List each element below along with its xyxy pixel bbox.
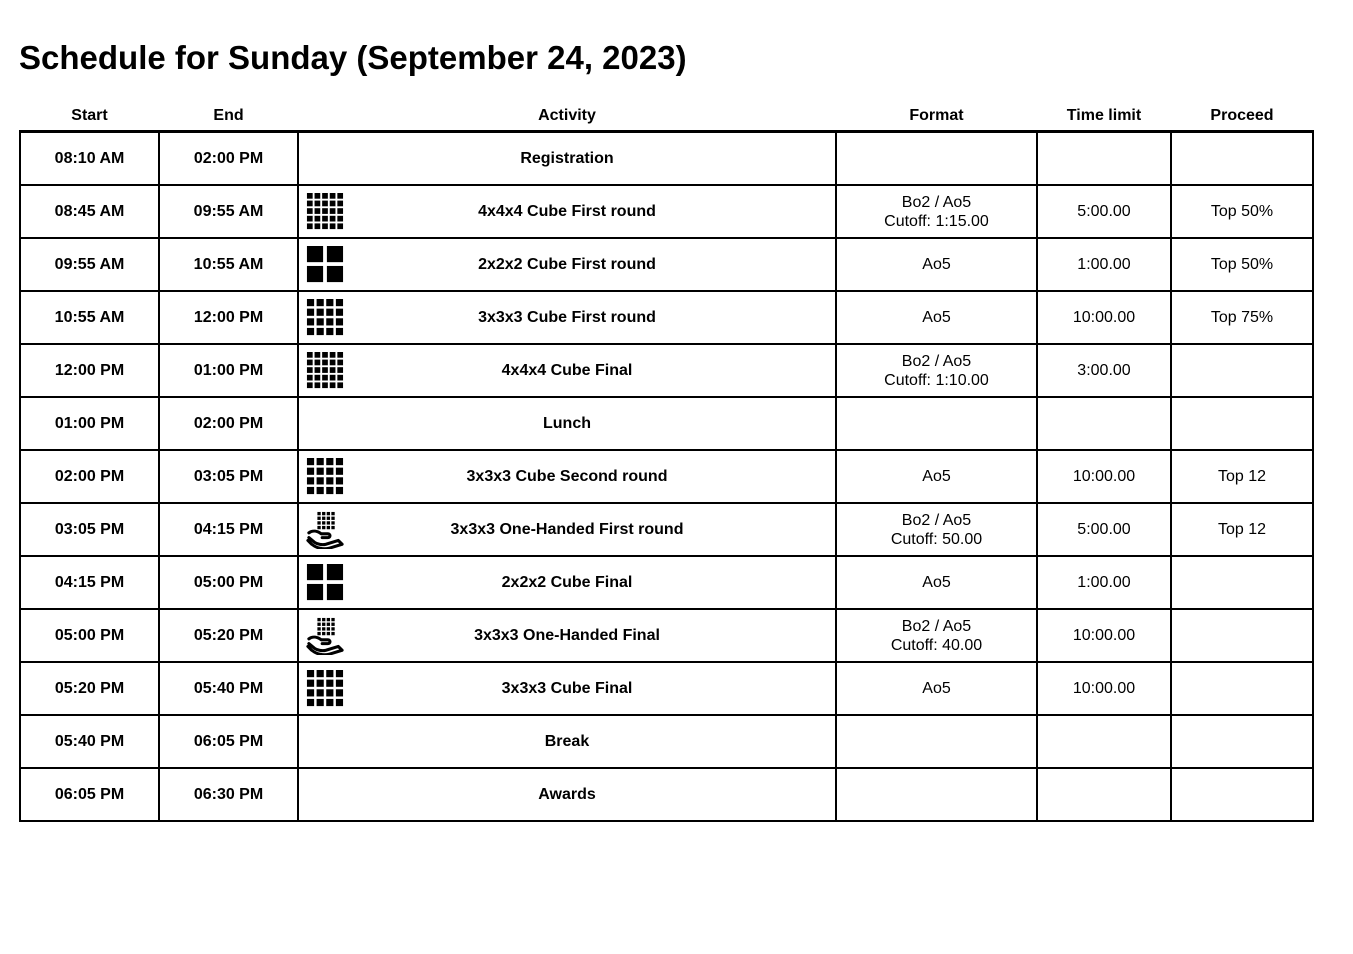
table-row [20, 609, 1313, 662]
start-time-cell [20, 238, 159, 291]
proceed-text: Top 75% [1210, 309, 1274, 326]
format-text: Bo2 / Ao5 [901, 511, 972, 529]
format-text: Ao5 [922, 256, 951, 273]
start-time: 09:55 AM [54, 255, 125, 273]
end-time: 09:55 AM [193, 202, 264, 220]
start-time-cell [20, 450, 159, 503]
time-limit-cell [1037, 291, 1171, 344]
end-time-cell [159, 503, 298, 556]
format-text: Bo2 / Ao5 [901, 617, 972, 635]
end-time-cell [159, 238, 298, 291]
time-limit-cell [1037, 662, 1171, 715]
activity-name: Registration [520, 149, 614, 167]
cutoff-text: Cutoff: 40.00 [890, 636, 983, 654]
activity-cell [298, 715, 836, 768]
table-row [20, 768, 1313, 821]
start-time-cell [20, 344, 159, 397]
end-time-cell [159, 450, 298, 503]
table-row [20, 556, 1313, 609]
time-limit-cell [1037, 132, 1171, 186]
format-cell [836, 503, 1037, 556]
activity-cell [298, 450, 836, 503]
time-limit-text: 10:00.00 [1072, 309, 1136, 326]
column-header-activity: Activity [298, 101, 836, 132]
start-time-cell [20, 768, 159, 821]
time-limit-cell [1037, 503, 1171, 556]
start-time-cell [20, 662, 159, 715]
end-time: 12:00 PM [193, 308, 264, 326]
end-time-cell [159, 185, 298, 238]
proceed-cell [1171, 662, 1313, 715]
table-row [20, 450, 1313, 503]
format-text: Ao5 [922, 680, 951, 697]
activity-cell [298, 609, 836, 662]
activity-cell [298, 291, 836, 344]
end-time-cell [159, 397, 298, 450]
time-limit-text: 1:00.00 [1077, 256, 1131, 273]
end-time-cell [159, 768, 298, 821]
3x3x3-cube-icon [306, 299, 344, 337]
activity-cell [298, 344, 836, 397]
activity-cell [298, 397, 836, 450]
activity-name: 2x2x2 Cube Final [501, 573, 633, 591]
activity-name: Break [544, 732, 590, 750]
time-limit-text: 1:00.00 [1077, 574, 1131, 591]
table-row [20, 132, 1313, 186]
format-cell [836, 291, 1037, 344]
column-header-proceed: Proceed [1171, 101, 1313, 132]
start-time-cell [20, 715, 159, 768]
proceed-text: Top 50% [1210, 256, 1274, 273]
format-cell [836, 556, 1037, 609]
end-time: 02:00 PM [193, 149, 264, 167]
activity-name: 2x2x2 Cube First round [478, 255, 656, 273]
end-time-cell [159, 715, 298, 768]
column-header-end: End [159, 101, 298, 132]
proceed-cell [1171, 291, 1313, 344]
format-cell [836, 715, 1037, 768]
activity-name: 3x3x3 Cube Second round [466, 467, 668, 485]
column-header-start: Start [20, 101, 159, 132]
start-time: 02:00 PM [54, 467, 125, 485]
activity-name: 3x3x3 One-Handed First round [450, 520, 684, 538]
start-time-cell [20, 556, 159, 609]
end-time: 04:15 PM [193, 520, 264, 538]
table-row [20, 185, 1313, 238]
start-time: 03:05 PM [54, 520, 125, 538]
proceed-text: Top 50% [1210, 203, 1274, 220]
proceed-cell [1171, 768, 1313, 821]
start-time: 12:00 PM [54, 361, 125, 379]
proceed-text: Top 12 [1217, 468, 1267, 485]
format-cell [836, 397, 1037, 450]
end-time: 05:20 PM [193, 626, 264, 644]
end-time-cell [159, 132, 298, 186]
start-time-cell [20, 397, 159, 450]
proceed-cell [1171, 503, 1313, 556]
4x4x4-cube-icon [306, 193, 344, 231]
activity-cell [298, 132, 836, 186]
format-cell [836, 609, 1037, 662]
activity-cell [298, 662, 836, 715]
proceed-cell [1171, 556, 1313, 609]
activity-name: Lunch [543, 414, 591, 432]
end-time: 10:55 AM [193, 255, 264, 273]
activity-cell [298, 185, 836, 238]
start-time: 05:20 PM [54, 679, 125, 697]
time-limit-text: 10:00.00 [1072, 627, 1136, 644]
start-time: 01:00 PM [54, 414, 125, 432]
schedule-body [20, 132, 1313, 822]
format-cell [836, 238, 1037, 291]
format-text: Bo2 / Ao5 [901, 193, 972, 211]
table-row [20, 662, 1313, 715]
time-limit-cell [1037, 450, 1171, 503]
activity-name: 3x3x3 Cube Final [501, 679, 633, 697]
end-time-cell [159, 662, 298, 715]
activity-cell [298, 768, 836, 821]
header-row [20, 101, 1313, 132]
format-cell [836, 185, 1037, 238]
end-time: 05:00 PM [193, 573, 264, 591]
table-row [20, 291, 1313, 344]
proceed-cell [1171, 715, 1313, 768]
format-cell [836, 662, 1037, 715]
start-time-cell [20, 609, 159, 662]
start-time-cell [20, 132, 159, 186]
activity-name: Awards [538, 785, 596, 803]
cutoff-text: Cutoff: 50.00 [890, 530, 983, 548]
one-handed-icon [306, 617, 344, 655]
end-time-cell [159, 609, 298, 662]
time-limit-text: 5:00.00 [1077, 521, 1131, 538]
start-time: 10:55 AM [54, 308, 125, 326]
schedule-table [19, 101, 1314, 822]
format-cell [836, 450, 1037, 503]
time-limit-cell [1037, 715, 1171, 768]
column-header-format: Format [836, 101, 1037, 132]
time-limit-cell [1037, 397, 1171, 450]
time-limit-text: 10:00.00 [1072, 680, 1136, 697]
start-time: 08:45 AM [54, 202, 125, 220]
page-title: Schedule for Sunday (September 24, 2023) [19, 39, 687, 76]
proceed-cell [1171, 344, 1313, 397]
start-time-cell [20, 503, 159, 556]
3x3x3-cube-icon [306, 458, 344, 496]
end-time-cell [159, 556, 298, 609]
table-row [20, 344, 1313, 397]
end-time: 06:30 PM [193, 785, 264, 803]
column-header-time-limit: Time limit [1037, 101, 1171, 132]
activity-name: 4x4x4 Cube First round [478, 202, 656, 220]
start-time: 04:15 PM [54, 573, 125, 591]
activity-cell [298, 503, 836, 556]
start-time: 06:05 PM [54, 785, 125, 803]
time-limit-text: 10:00.00 [1072, 468, 1136, 485]
end-time-cell [159, 291, 298, 344]
format-text: Ao5 [922, 574, 951, 591]
format-cell [836, 132, 1037, 186]
3x3x3-cube-icon [306, 670, 344, 708]
table-row [20, 715, 1313, 768]
activity-cell [298, 556, 836, 609]
table-row [20, 503, 1313, 556]
end-time: 06:05 PM [193, 732, 264, 750]
format-text: Ao5 [922, 309, 951, 326]
end-time: 03:05 PM [193, 467, 264, 485]
time-limit-cell [1037, 768, 1171, 821]
format-cell [836, 344, 1037, 397]
activity-name: 3x3x3 Cube First round [478, 308, 656, 326]
proceed-cell [1171, 238, 1313, 291]
proceed-text: Top 12 [1217, 521, 1267, 538]
start-time: 08:10 AM [54, 149, 125, 167]
table-row [20, 238, 1313, 291]
time-limit-cell [1037, 344, 1171, 397]
activity-cell [298, 238, 836, 291]
time-limit-cell [1037, 238, 1171, 291]
time-limit-cell [1037, 609, 1171, 662]
time-limit-cell [1037, 185, 1171, 238]
start-time: 05:00 PM [54, 626, 125, 644]
format-text: Ao5 [922, 468, 951, 485]
proceed-cell [1171, 450, 1313, 503]
start-time-cell [20, 291, 159, 344]
format-text: Bo2 / Ao5 [901, 352, 972, 370]
2x2x2-cube-icon [306, 564, 344, 602]
4x4x4-cube-icon [306, 352, 344, 390]
table-row [20, 397, 1313, 450]
cutoff-text: Cutoff: 1:10.00 [884, 371, 989, 389]
2x2x2-cube-icon [306, 246, 344, 284]
schedule-header [20, 101, 1313, 132]
cutoff-text: Cutoff: 1:15.00 [884, 212, 989, 230]
end-time: 02:00 PM [193, 414, 264, 432]
proceed-cell [1171, 609, 1313, 662]
start-time-cell [20, 185, 159, 238]
time-limit-text: 3:00.00 [1077, 362, 1131, 379]
activity-name: 4x4x4 Cube Final [501, 361, 633, 379]
time-limit-text: 5:00.00 [1077, 203, 1131, 220]
end-time: 05:40 PM [193, 679, 264, 697]
time-limit-cell [1037, 556, 1171, 609]
proceed-cell [1171, 132, 1313, 186]
end-time-cell [159, 344, 298, 397]
end-time: 01:00 PM [193, 361, 264, 379]
proceed-cell [1171, 397, 1313, 450]
start-time: 05:40 PM [54, 732, 125, 750]
proceed-cell [1171, 185, 1313, 238]
one-handed-icon [306, 511, 344, 549]
activity-name: 3x3x3 One-Handed Final [474, 626, 660, 644]
format-cell [836, 768, 1037, 821]
